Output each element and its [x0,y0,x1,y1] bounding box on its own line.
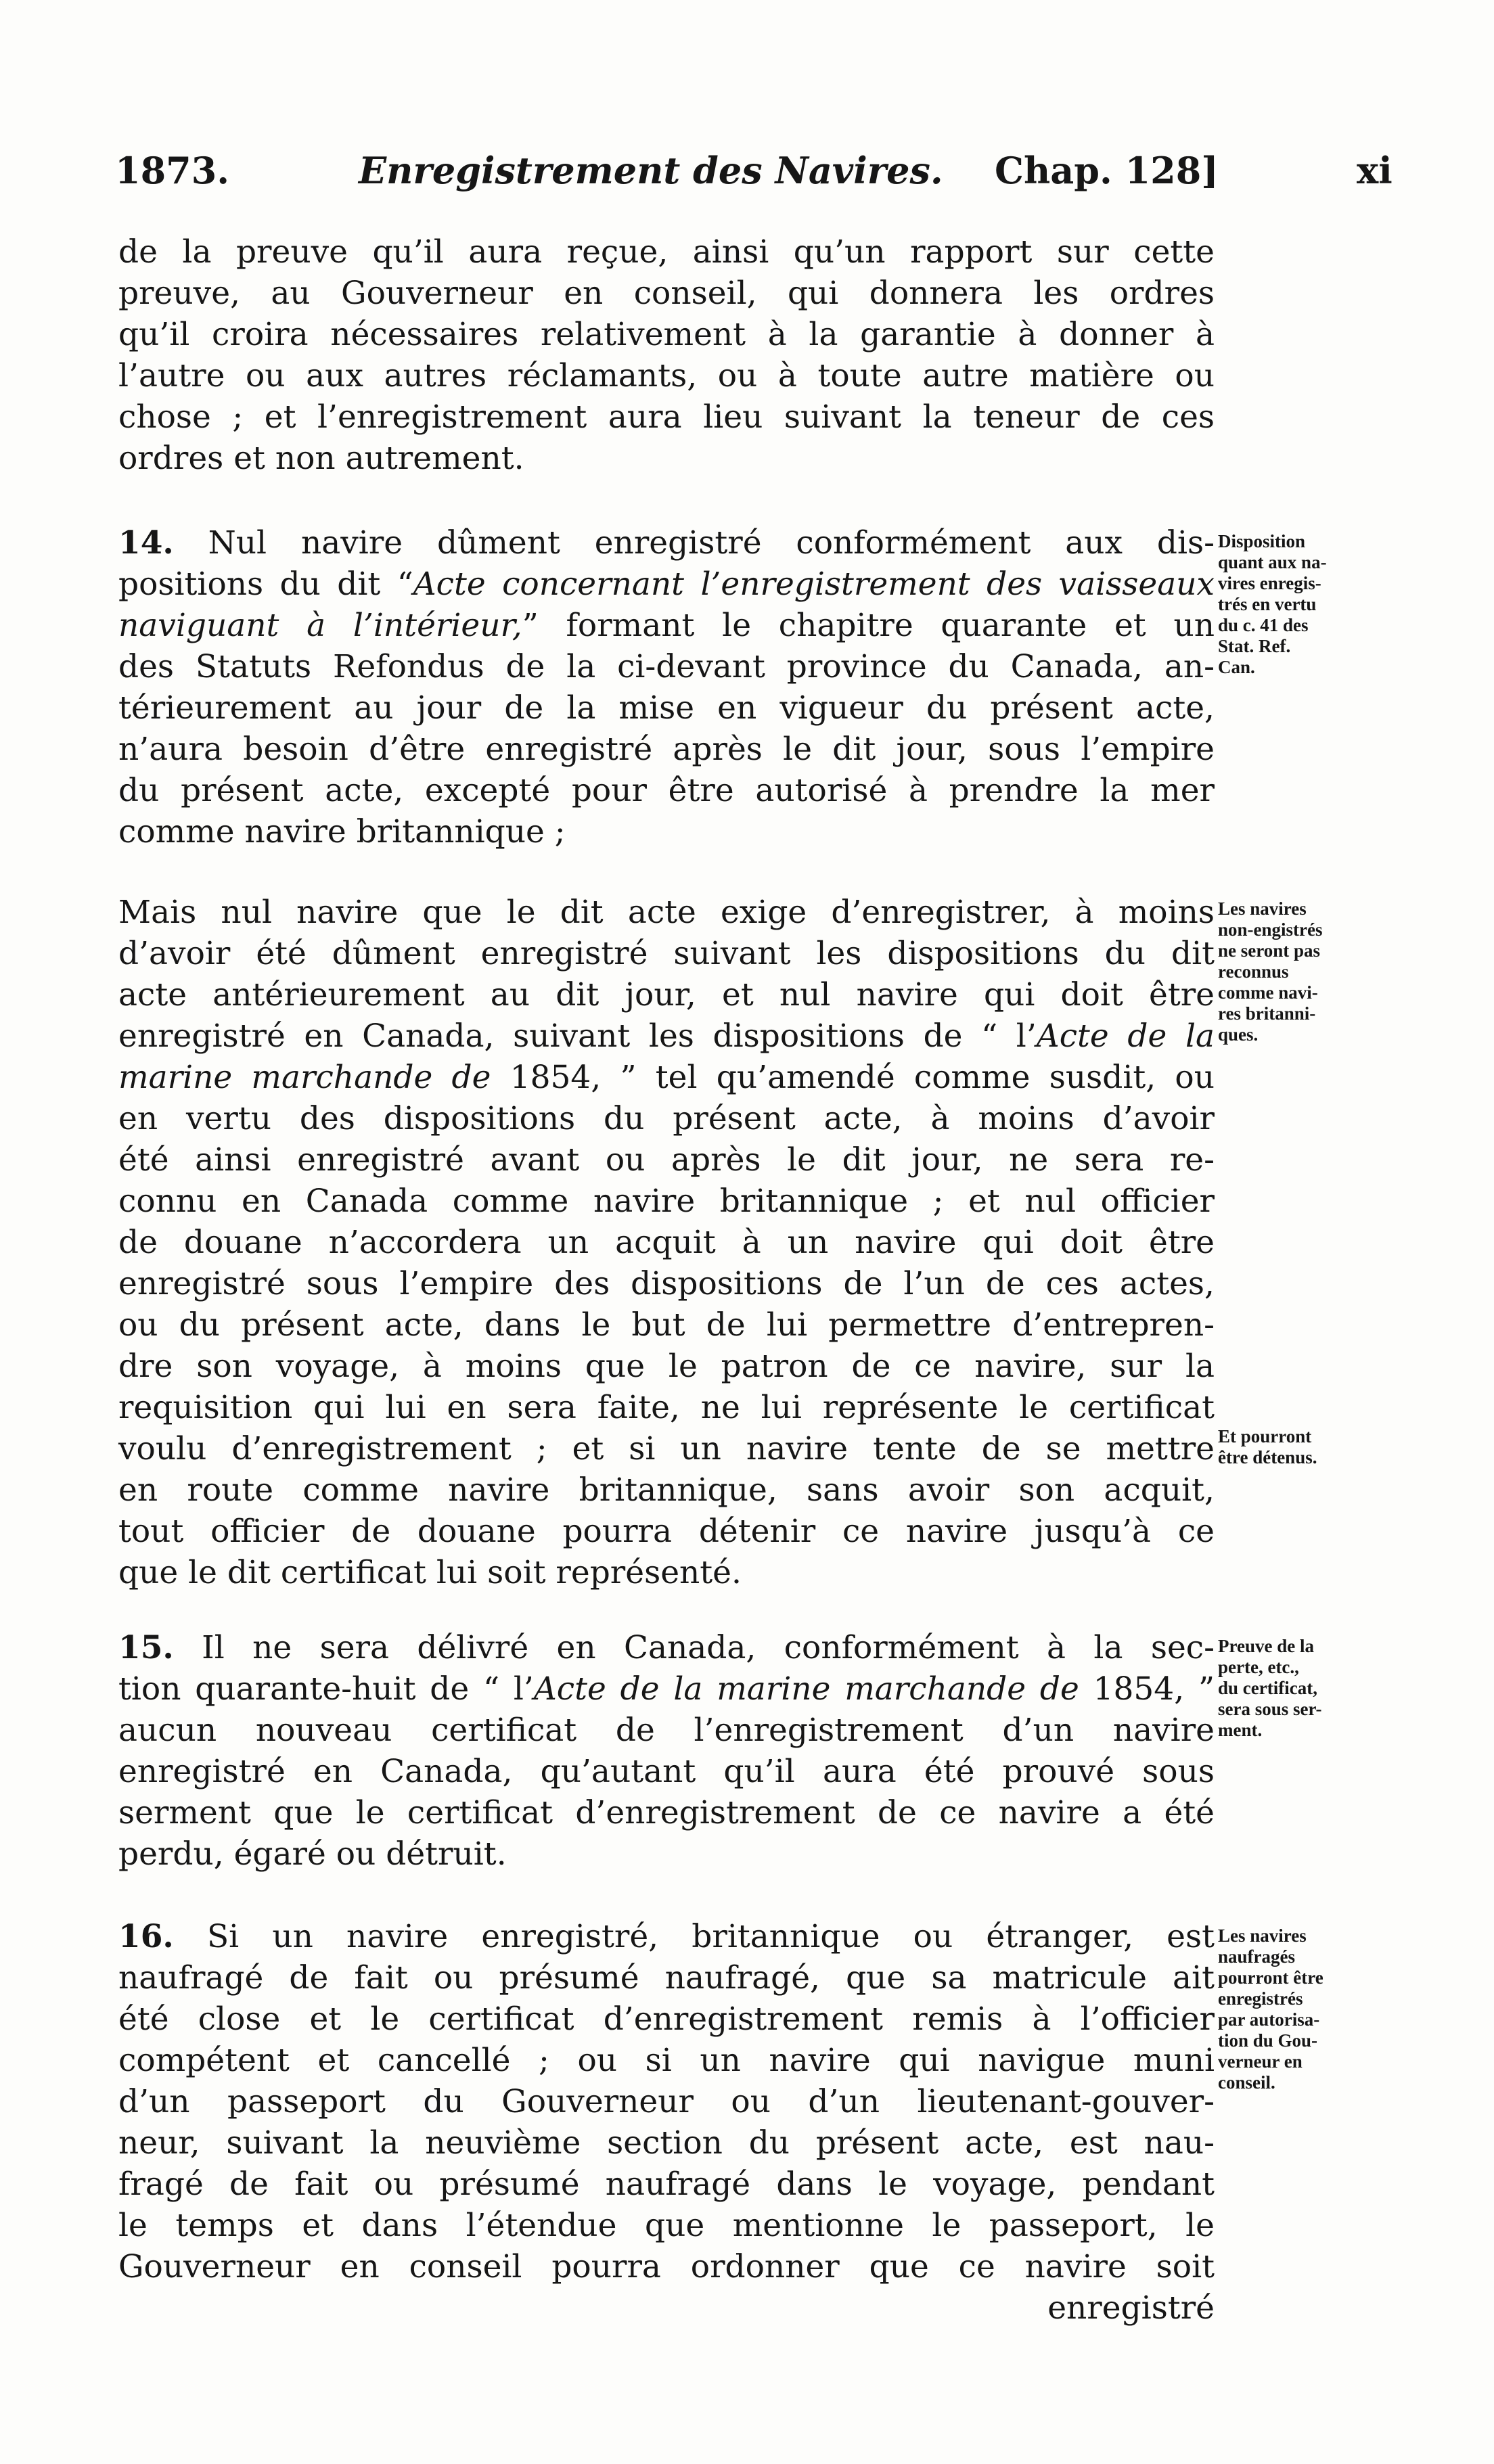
text-line: perdu, égaré ou détruit. [118,1835,507,1873]
text-run: 1854, ” tel qu’amendé comme susdit, ou [491,1059,1215,1096]
note-line: vires enregis- [1218,573,1321,593]
text-line [118,522,1215,564]
margin-note-disposition [1218,531,1414,678]
header-chapter: Chap. 128] [995,149,1219,192]
margin-note-detention [1218,1426,1414,1468]
note-line: quant aux na- [1218,552,1327,572]
act-title: Acte concernant l’enregistrement des vaisseaux [413,566,1215,603]
note-line: par autorisa- [1218,2009,1320,2030]
text-line: aucun nouveau certificat de l’enregistrement d’un navire [118,1712,1215,1749]
note-line: enregistrés [1218,1988,1303,2009]
note-line: comme navi- [1218,982,1318,1003]
header-year: 1873. [115,149,230,192]
note-line: verneur en [1218,2051,1303,2072]
note-line: Et pourront [1218,1426,1312,1446]
running-header [115,143,1401,198]
note-line: ment. [1218,1720,1263,1740]
note-line: ne seront pas [1218,940,1321,961]
section-number: 14. [118,524,174,562]
paragraph-continuation [118,231,1215,479]
text-run: 1854, ” [1079,1670,1215,1708]
note-line: du c. 41 des [1218,615,1309,635]
note-line: tion du Gou- [1218,2030,1318,2051]
note-line: être détenus. [1218,1447,1317,1467]
text-line: chose ; et l’enregistrement aura lieu suivant la teneur de ces [118,398,1215,436]
note-line: du certificat, [1218,1678,1317,1698]
header-title: Enregistrement des Navires. [359,149,943,192]
text-line: d’avoir été dûment enregistré suivant les dispositions du dit [118,935,1215,972]
note-line: naufragés [1218,1946,1295,1967]
act-title: Acte de la [1036,1018,1215,1055]
text-line: fragé de fait ou présumé naufragé dans le voyage, pendant [118,2166,1215,2203]
act-title: Acte de la marine marchande de [533,1670,1079,1708]
text-line: en vertu des dispositions du présent acte, à moins d’avoir [118,1100,1215,1137]
text-line: enregistré en Canada, qu’autant qu’il aura été prouvé sous [118,1753,1215,1790]
note-line: perte, etc., [1218,1657,1299,1677]
text-line [118,1627,1215,1668]
text-line: n’aura besoin d’être enregistré après le dit jour, sous l’empire [118,731,1215,768]
text-line: Mais nul navire que le dit acte exige d’enregistrer, à moins [118,894,1215,931]
text-line: des Statuts Refondus de la ci-devant province du Canada, an- [118,648,1215,685]
note-line: conseil. [1218,2072,1275,2093]
text-line [118,1016,1215,1057]
text-run: Si un navire enregistré, britannique ou étranger, est [173,1918,1215,1955]
text-line: voulu d’enregistrement ; et si un navire tente de se mettre [118,1430,1215,1467]
text-line: ordres et non autrement. [118,440,524,477]
margin-note-proof-of-loss [1218,1636,1414,1741]
text-run: enregistré en Canada, suivant les dispositions de “ l’ [118,1018,1037,1055]
note-line: reconnus [1218,961,1289,982]
text-line: d’un passeport du Gouverneur ou d’un lieutenant-gouver- [118,2083,1215,2120]
text-line: le temps et dans l’étendue que mentionne le passeport, le [118,2207,1215,2244]
note-line: Disposition [1218,531,1306,551]
text-line [118,605,1215,646]
text-line: été close et le certificat d’enregistrement remis à l’officier [118,2001,1215,2038]
text-run: ” formant le chapitre quarante et un [522,607,1215,644]
text-line: Gouverneur en conseil pourra ordonner que ce navire soit [118,2248,1215,2285]
text-line: térieurement au jour de la mise en vigueur du présent acte, [118,689,1215,727]
act-title: naviguant à l’intérieur, [118,607,522,644]
text-line: été ainsi enregistré avant ou après le dit jour, ne sera re- [118,1141,1215,1179]
header-page-number: xi [1357,149,1393,192]
text-line: de douane n’accordera un acquit à un navire qui doit être [118,1224,1215,1261]
text-line: qu’il croira nécessaires relativement à la garantie à donner à [118,316,1215,353]
section-16 [118,1916,1215,2329]
text-line [118,1668,1215,1710]
text-line: compétent et cancellé ; ou si un navire qui navigue muni [118,2042,1215,2079]
text-line [118,1057,1215,1098]
text-line: neur, suivant la neuvième section du présent acte, est nau- [118,2124,1215,2162]
text-line: naufragé de fait ou présumé naufragé, que sa matricule ait [118,1959,1215,1997]
text-run: positions du dit “ [118,566,413,603]
text-run: tion quarante-huit de “ l’ [118,1670,534,1708]
text-line: acte antérieurement au dit jour, et nul navire qui doit être [118,976,1215,1013]
text-line: du présent acte, excepté pour être autorisé à prendre la mer [118,772,1215,809]
note-line: res britanni- [1218,1003,1316,1024]
note-line: Stat. Ref. [1218,636,1291,656]
note-line: sera sous ser- [1218,1699,1322,1719]
text-line: dre son voyage, à moins que le patron de ce navire, sur la [118,1348,1215,1385]
text-line: de la preuve qu’il aura reçue, ainsi qu’un rapport sur cette [118,233,1215,271]
note-line: pourront être [1218,1967,1323,1988]
note-line: Can. [1218,657,1255,677]
note-line: Les navires [1218,898,1307,919]
text-line: enregistré sous l’empire des dispositions de l’un de ces actes, [118,1265,1215,1302]
text-line: tout officier de douane pourra détenir ce navire jusqu’à ce [118,1513,1215,1550]
note-line: Les navires [1218,1925,1307,1946]
text-run: Il ne sera délivré en Canada, conformément à la sec- [173,1629,1215,1666]
text-line: en route comme navire britannique, sans avoir son acquit, [118,1471,1215,1509]
paragraph-unregistered-ships [118,892,1215,1593]
text-line: ou du présent acte, dans le but de lui permettre d’entrepren- [118,1306,1215,1344]
text-line [118,1916,1215,1957]
catchword: enregistré [1047,2289,1215,2327]
text-line: comme navire britannique ; [118,813,566,850]
margin-note-not-recognized [1218,898,1414,1045]
margin-note-wrecked-ships [1218,1925,1414,2093]
section-number: 15. [118,1629,174,1666]
act-title: marine marchande de [118,1059,491,1096]
text-line: l’autre ou aux autres réclamants, ou à toute autre matière ou [118,357,1215,394]
text-line: que le dit certificat lui soit représenté. [118,1554,742,1591]
section-14 [118,522,1215,852]
note-line: trés en vertu [1218,594,1317,614]
text-line: serment que le certificat d’enregistrement de ce navire a été [118,1794,1215,1831]
text-run: Nul navire dûment enregistré conformément aux dis- [173,524,1215,562]
note-line: Preuve de la [1218,1636,1314,1656]
note-line: ques. [1218,1024,1259,1045]
section-number: 16. [118,1918,174,1955]
section-15 [118,1627,1215,1875]
text-line [118,564,1215,605]
text-line: requisition qui lui en sera faite, ne lui représente le certificat [118,1389,1215,1426]
note-line: non-engistrés [1218,919,1323,940]
text-line: connu en Canada comme navire britannique ; et nul officier [118,1183,1215,1220]
text-line: preuve, au Gouverneur en conseil, qui donnera les ordres [118,275,1215,312]
